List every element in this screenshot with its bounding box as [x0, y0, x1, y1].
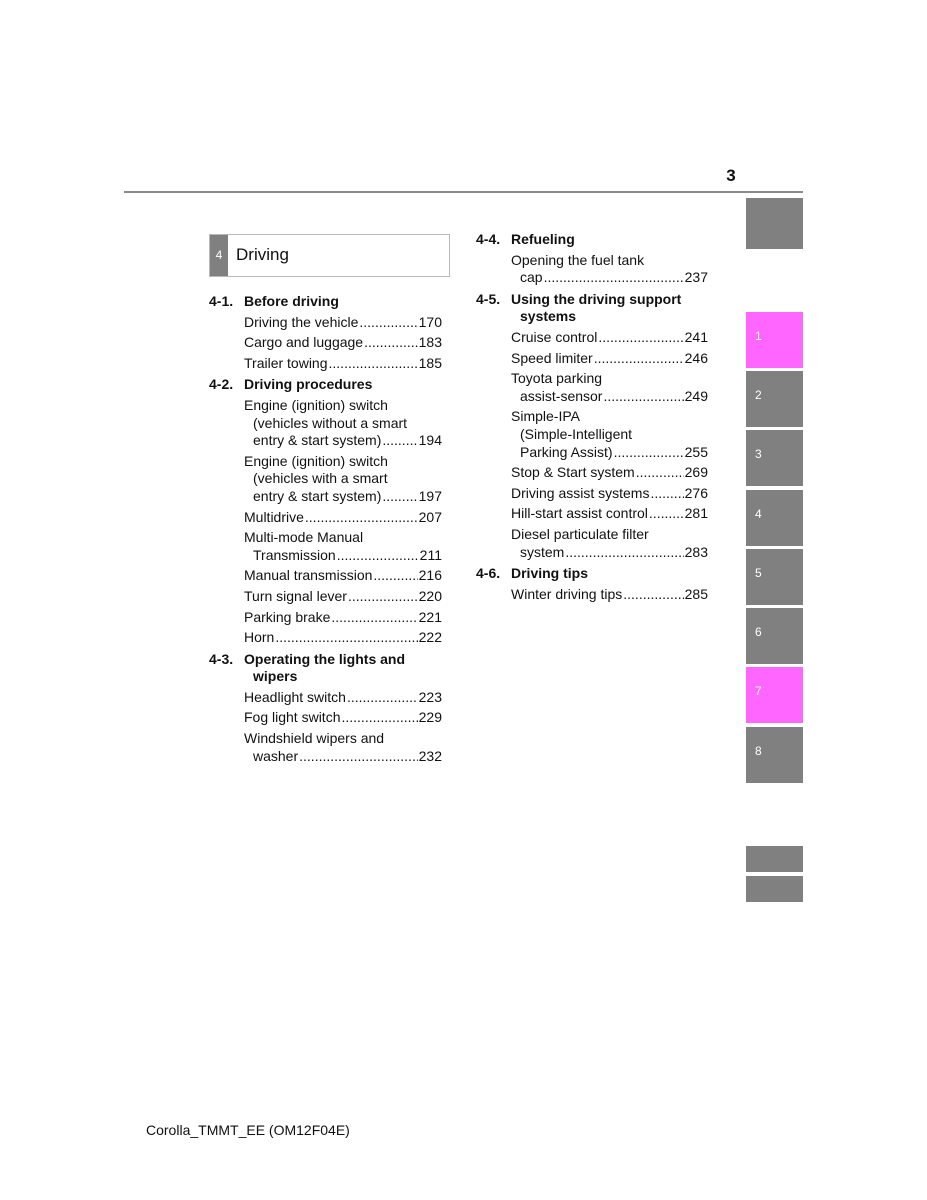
toc-entry[interactable] [511, 464, 708, 482]
subsection-title-line: Refueling [511, 231, 575, 247]
toc-entry[interactable] [244, 730, 442, 765]
entry-text: entry & start system) [253, 487, 382, 504]
side-tab-bottom-1[interactable] [746, 846, 803, 872]
dot-leader [364, 334, 418, 352]
subsection-title [511, 231, 708, 249]
entry-page-number: 221 [418, 608, 442, 625]
entry-line: (vehicles without a smart [253, 414, 408, 431]
toc-entry[interactable] [511, 408, 708, 461]
side-tab-8[interactable]: 8 [746, 727, 803, 783]
entry-page-number: 194 [418, 432, 442, 449]
dot-leader [598, 329, 683, 347]
entry-page-number: 197 [418, 487, 442, 504]
toc-entry[interactable] [511, 485, 708, 503]
entry-text: Transmission [253, 546, 336, 563]
entry-text: Driving the vehicle [244, 313, 359, 330]
dot-leader [650, 485, 683, 503]
entry-page-number: 216 [418, 567, 442, 584]
dot-leader [614, 444, 684, 462]
entry-page-number: 229 [418, 709, 442, 726]
entry-line: Simple-IPA [511, 408, 580, 425]
entry-text: assist-sensor [520, 387, 603, 404]
toc-entry[interactable] [244, 509, 442, 527]
subsection-number: 4-6. [476, 565, 501, 582]
toc-subsection-heading[interactable] [209, 293, 442, 311]
toc-right-column [476, 231, 708, 606]
entry-text: washer [253, 747, 299, 764]
entry-last-line [511, 329, 708, 347]
entry-line: Engine (ignition) switch [244, 396, 388, 413]
dot-leader [341, 709, 417, 727]
entry-last-line [511, 444, 708, 462]
entry-text: Cargo and luggage [244, 334, 364, 351]
entry-text: Parking Assist) [520, 443, 613, 460]
entry-last-line [244, 748, 442, 766]
entry-text: system [520, 543, 565, 560]
entry-line: Toyota parking [511, 370, 603, 387]
subsection-title-line: wipers [253, 668, 298, 685]
entry-text: Parking brake [244, 608, 331, 625]
subsection-title [511, 291, 708, 326]
subsection-title-line: Driving tips [511, 565, 589, 582]
toc-entry[interactable] [244, 609, 442, 627]
entry-last-line [511, 350, 708, 368]
subsection-number: 4-4. [476, 231, 501, 247]
side-tab-top[interactable] [746, 198, 803, 249]
dot-leader [337, 547, 419, 565]
entry-last-line [511, 464, 708, 482]
entry-text: Fog light switch [244, 709, 341, 726]
entry-page-number: 237 [684, 269, 708, 286]
entry-last-line [244, 567, 442, 585]
dot-leader [649, 505, 684, 523]
entry-line: Engine (ignition) switch [244, 452, 388, 469]
toc-left-column [209, 293, 442, 768]
entry-last-line [244, 334, 442, 352]
toc-subsection-heading[interactable] [476, 565, 708, 583]
entry-line: Windshield wipers and [244, 730, 385, 747]
entry-text: Manual transmission [244, 567, 373, 584]
dot-leader [636, 464, 684, 482]
entry-last-line [244, 689, 442, 707]
entry-text: Driving assist systems [511, 484, 650, 501]
entry-page-number: 249 [684, 387, 708, 404]
entry-last-line [244, 588, 442, 606]
dot-leader [359, 314, 417, 332]
entry-text: Horn [244, 629, 275, 646]
subsection-number: 4-3. [209, 650, 234, 667]
section-header [209, 234, 450, 277]
subsection-title [244, 651, 442, 686]
subsection-title [511, 565, 708, 583]
entry-page-number: 185 [418, 354, 442, 371]
toc-entry[interactable] [511, 505, 708, 523]
toc-entry[interactable] [244, 567, 442, 585]
toc-entry[interactable] [511, 350, 708, 368]
entry-line: (Simple-Intelligent [520, 425, 633, 442]
toc-entry[interactable] [244, 453, 442, 506]
entry-page-number: 255 [684, 443, 708, 460]
dot-leader [594, 350, 684, 368]
entry-page-number: 223 [418, 688, 442, 705]
entry-text: Speed limiter [511, 349, 593, 366]
toc-subsection-heading[interactable] [209, 376, 442, 394]
toc-entry[interactable] [511, 252, 708, 287]
side-tab-bottom-2[interactable] [746, 876, 803, 902]
entry-page-number: 207 [418, 508, 442, 525]
entry-page-number: 283 [684, 543, 708, 560]
side-tab-6[interactable]: 6 [746, 608, 803, 664]
toc-entry[interactable] [244, 689, 442, 707]
dot-leader [299, 748, 418, 766]
dot-leader [603, 388, 683, 406]
entry-last-line [511, 485, 708, 503]
entry-last-line [511, 544, 708, 562]
entry-page-number: 281 [684, 505, 708, 522]
dot-leader [275, 629, 417, 647]
side-tab-3[interactable]: 3 [746, 430, 803, 486]
entry-last-line [511, 505, 708, 523]
footer-doc-id: Corolla_TMMT_EE (OM12F04E) [146, 1122, 350, 1138]
subsection-title-line: Driving procedures [244, 376, 373, 393]
dot-leader [382, 432, 417, 450]
section-number: 4 [210, 235, 228, 276]
dot-leader [382, 488, 417, 506]
side-tab-2[interactable]: 2 [746, 371, 803, 427]
dot-leader [305, 509, 418, 527]
subsection-title [244, 293, 442, 311]
entry-text: Turn signal lever [244, 587, 347, 604]
entry-last-line [244, 314, 442, 332]
entry-line: Diesel particulate filter [511, 525, 649, 542]
toc-entry[interactable] [244, 314, 442, 332]
toc-entry[interactable] [244, 355, 442, 373]
entry-page-number: 222 [418, 629, 442, 646]
subsection-number: 4-5. [476, 290, 501, 307]
toc-entry[interactable] [511, 586, 708, 604]
dot-leader [623, 586, 683, 604]
entry-page-number: 276 [684, 484, 708, 501]
side-tab-1[interactable]: 1 [746, 312, 803, 368]
toc-entry[interactable] [511, 370, 708, 405]
entry-text: Multidrive [244, 508, 304, 525]
dot-leader [329, 355, 418, 373]
entry-page-number: 220 [418, 587, 442, 604]
entry-line: (vehicles with a smart [253, 470, 388, 487]
entry-text: Cruise control [511, 328, 598, 345]
toc-entry[interactable] [244, 629, 442, 647]
entry-text: cap [520, 269, 543, 286]
subsection-title [244, 376, 442, 394]
entry-last-line [244, 488, 442, 506]
entry-last-line [244, 709, 442, 727]
toc-entry[interactable] [244, 334, 442, 352]
side-tab-5[interactable]: 5 [746, 549, 803, 605]
dot-leader [348, 588, 418, 606]
toc-entry[interactable] [511, 526, 708, 561]
toc-entry[interactable] [244, 397, 442, 450]
entry-last-line [244, 509, 442, 527]
entry-page-number: 241 [684, 328, 708, 345]
subsection-number: 4-1. [209, 293, 234, 309]
dot-leader [373, 567, 417, 585]
entry-text: Winter driving tips [511, 585, 623, 602]
entry-text: Stop & Start system [511, 464, 635, 481]
entry-page-number: 232 [418, 747, 442, 764]
entry-last-line [511, 269, 708, 287]
entry-last-line [244, 629, 442, 647]
entry-last-line [511, 586, 708, 604]
toc-entry[interactable] [244, 588, 442, 606]
entry-last-line [244, 355, 442, 373]
subsection-number: 4-2. [209, 376, 234, 393]
entry-page-number: 183 [418, 334, 442, 351]
dot-leader [565, 544, 683, 562]
subsection-title-line: Using the driving support [511, 290, 682, 307]
entry-text: Headlight switch [244, 688, 346, 705]
entry-page-number: 211 [419, 546, 442, 563]
toc-entry[interactable] [244, 709, 442, 727]
header-rule [124, 191, 803, 193]
section-title: Driving [236, 245, 289, 264]
toc-subsection-heading[interactable] [476, 291, 708, 326]
entry-last-line [244, 609, 442, 627]
entry-text: Hill-start assist control [511, 505, 648, 522]
dot-leader [347, 689, 418, 707]
entry-last-line [244, 547, 442, 565]
side-tab-4[interactable]: 4 [746, 490, 803, 546]
subsection-title-line: Operating the lights and [244, 650, 406, 667]
dot-leader [544, 269, 684, 287]
entry-page-number: 285 [684, 585, 708, 602]
entry-last-line [244, 432, 442, 450]
page-number: 3 [726, 166, 736, 185]
entry-text: entry & start system) [253, 432, 382, 449]
subsection-title-line: Before driving [244, 293, 339, 309]
entry-line: Multi-mode Manual [244, 529, 364, 546]
entry-page-number: 246 [684, 349, 708, 366]
toc-entry[interactable] [511, 329, 708, 347]
toc-subsection-heading[interactable] [476, 231, 708, 249]
entry-last-line [511, 388, 708, 406]
subsection-title-line: systems [520, 308, 577, 325]
entry-line: Opening the fuel tank [511, 251, 645, 268]
entry-text: Trailer towing [244, 354, 328, 371]
toc-subsection-heading[interactable] [209, 651, 442, 686]
entry-page-number: 170 [418, 313, 442, 330]
dot-leader [331, 609, 417, 627]
toc-entry[interactable] [244, 529, 442, 564]
side-tab-7[interactable]: 7 [746, 667, 803, 723]
entry-page-number: 269 [684, 464, 708, 481]
